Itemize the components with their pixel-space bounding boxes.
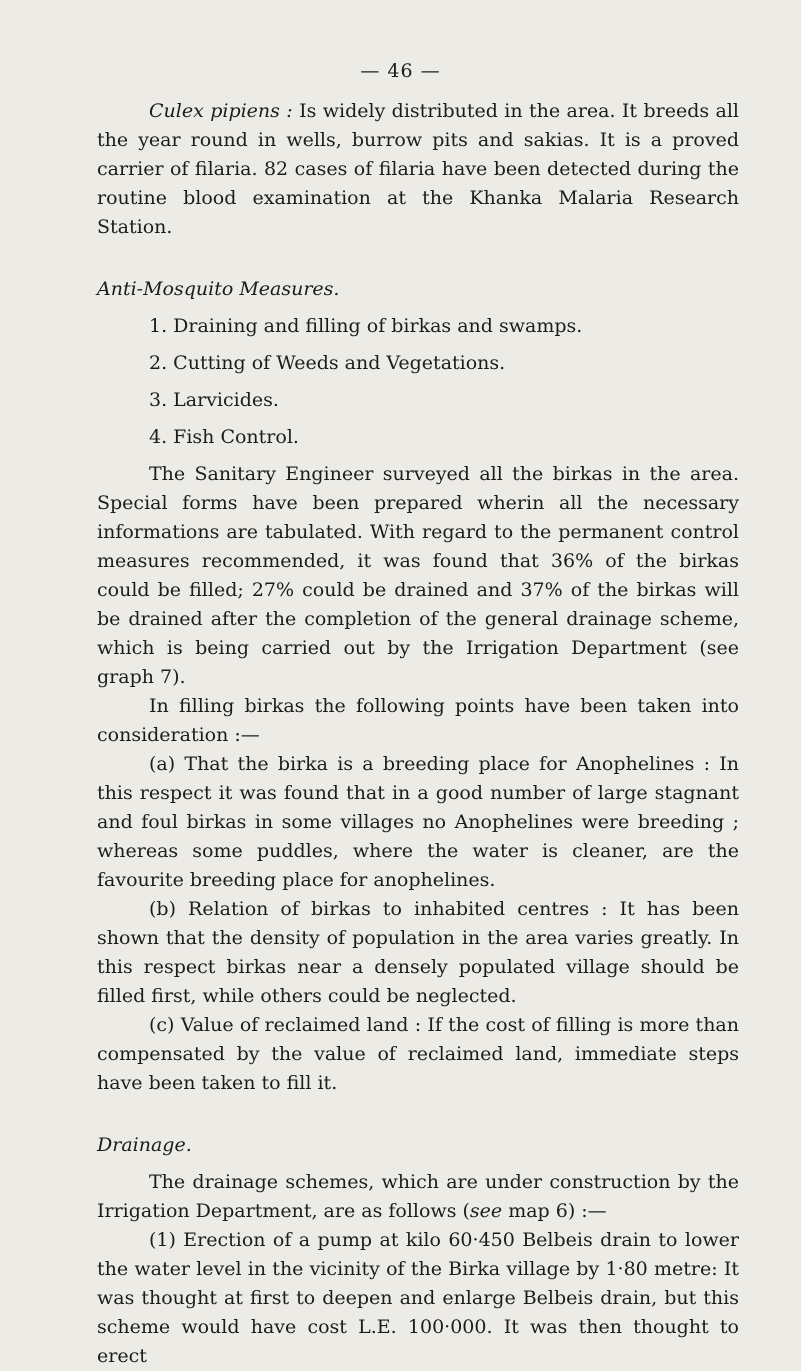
- point-label: (a): [149, 753, 176, 775]
- anti-mosquito-heading: Anti-Mosquito Measures.: [97, 278, 340, 300]
- culex-text: Is widely distributed in the area. It breeds all the year round in wells, burrow pits and sakias. It is a proved carrier of filaria. 82 cases of filaria have been detected during the routine blood examination at the Khanka Malaria Research Station.: [97, 100, 739, 238]
- list-item: 1. Draining and filling of birkas and swamps.: [149, 315, 583, 337]
- list-item: 4. Fish Control.: [149, 426, 299, 448]
- filling-paragraph: In filling birkas the following points have been taken into consideration :—: [97, 695, 739, 746]
- point-text: Value of reclaimed land : If the cost of filling is more than compensated by the value of reclaimed land, immediate steps have been taken to fill it.: [97, 1014, 739, 1094]
- drainage-intro: [97, 1168, 739, 1226]
- measures-list: [97, 312, 739, 452]
- list-item: 2. Cutting of Weeds and Vegetations.: [149, 352, 506, 374]
- point-b: [97, 895, 739, 1011]
- point-label: (c): [149, 1014, 175, 1036]
- page-content: [97, 97, 739, 1371]
- drainage-intro-end: map 6) :—: [502, 1200, 607, 1222]
- point-text: Relation of birkas to inhabited centres : It has been shown that the density of population in the area varies greatly. In this respect birkas near a densely populated village should be filled first, while others could be neglected.: [97, 898, 739, 1007]
- point-text: That the birka is a breeding place for Anophelines : In this respect it was found that in a good number of large stagnant and foul birkas in some villages no Anophelines were breeding ; whereas some puddles, where the water is cleaner, are the favourite breeding place for anophelines.: [97, 753, 739, 891]
- list-item: 3. Larvicides.: [149, 389, 279, 411]
- drainage-heading: Drainage.: [97, 1134, 192, 1156]
- culex-paragraph: [97, 97, 739, 242]
- page-number: — 46 —: [360, 60, 441, 82]
- drainage-intro-text: The drainage schemes, which are under construction by the Irrigation Department, are as follows (: [97, 1171, 739, 1222]
- sanitary-paragraph: The Sanitary Engineer surveyed all the birkas in the area. Special forms have been prepared wherin all the necessary informations are tabulated. With regard to the permanent control measures recommended, it was found that 36% of the birkas could be filled; 27% could be drained and 37% of the birkas will be drained after the completion of the general drainage scheme, which is being carried out by the Irrigation Department (see graph 7).: [97, 463, 739, 688]
- point-c: [97, 1011, 739, 1098]
- drainage-item-1: (1) Erection of a pump at kilo 60·450 Belbeis drain to lower the water level in the vicinity of the Birka village by 1·80 metre: It was thought at first to deepen and enlarge Belbeis drain, but this scheme would have cost L.E. 100·000. It was then thought to erect: [97, 1229, 739, 1367]
- see-reference: see: [469, 1200, 503, 1222]
- point-a: [97, 750, 739, 895]
- point-label: (b): [149, 898, 176, 920]
- species-name: Culex pipiens :: [149, 100, 293, 122]
